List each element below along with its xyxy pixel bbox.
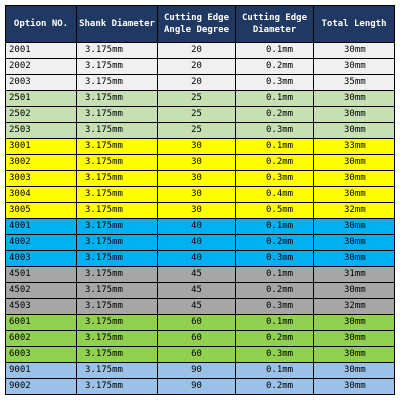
shank-diameter-cell: 3.175mm [77,59,158,75]
table-row [6,219,395,235]
option-no-cell: 4001 [6,219,77,235]
shank-diameter-cell: 3.175mm [77,363,158,379]
total-length-cell: 30mm [314,331,395,347]
table-row [6,155,395,171]
cutting-edge-angle-cell: 40 [158,251,236,267]
cutting-edge-angle-cell: 30 [158,139,236,155]
total-length-cell: 30mm [314,283,395,299]
table-row [6,91,395,107]
option-no-cell: 2002 [6,59,77,75]
total-length-cell: 30mm [314,315,395,331]
total-length-cell: 30mm [314,219,395,235]
shank-diameter-cell: 3.175mm [77,91,158,107]
header-option-no: Option NO. [6,6,77,43]
cutting-edge-angle-cell: 90 [158,363,236,379]
cutting-edge-angle-cell: 45 [158,267,236,283]
total-length-cell: 30mm [314,187,395,203]
shank-diameter-cell: 3.175mm [77,251,158,267]
total-length-cell: 30mm [314,91,395,107]
option-no-cell: 2003 [6,75,77,91]
header-cutting-edge-diameter: Cutting Edge Diameter [236,6,314,43]
option-no-cell: 3003 [6,171,77,187]
shank-diameter-cell: 3.175mm [77,315,158,331]
cutting-edge-diameter-cell: 0.1mm [236,267,314,283]
shank-diameter-cell: 3.175mm [77,203,158,219]
shank-diameter-cell: 3.175mm [77,187,158,203]
header-shank-diameter: Shank Diameter [77,6,158,43]
table-row [6,235,395,251]
table-row [6,299,395,315]
shank-diameter-cell: 3.175mm [77,283,158,299]
table-row [6,331,395,347]
cutting-edge-diameter-cell: 0.2mm [236,107,314,123]
cutting-edge-angle-cell: 60 [158,331,236,347]
option-no-cell: 3005 [6,203,77,219]
option-no-cell: 4003 [6,251,77,267]
option-no-cell: 2502 [6,107,77,123]
total-length-cell: 30mm [314,251,395,267]
total-length-cell: 30mm [314,155,395,171]
cutting-edge-diameter-cell: 0.3mm [236,123,314,139]
option-no-cell: 2501 [6,91,77,107]
cutting-edge-angle-cell: 45 [158,299,236,315]
cutting-edge-diameter-cell: 0.3mm [236,299,314,315]
cutting-edge-diameter-cell: 0.1mm [236,315,314,331]
option-no-cell: 6001 [6,315,77,331]
cutting-edge-angle-cell: 25 [158,91,236,107]
cutting-edge-angle-cell: 30 [158,155,236,171]
shank-diameter-cell: 3.175mm [77,331,158,347]
option-no-cell: 3004 [6,187,77,203]
option-no-cell: 6002 [6,331,77,347]
total-length-cell: 30mm [314,235,395,251]
shank-diameter-cell: 3.175mm [77,123,158,139]
option-no-cell: 3001 [6,139,77,155]
table-row [6,139,395,155]
cutting-edge-diameter-cell: 0.5mm [236,203,314,219]
shank-diameter-cell: 3.175mm [77,171,158,187]
total-length-cell: 30mm [314,379,395,395]
cutting-edge-diameter-cell: 0.1mm [236,139,314,155]
table-row [6,123,395,139]
table-row [6,251,395,267]
shank-diameter-cell: 3.175mm [77,219,158,235]
cutting-edge-angle-cell: 60 [158,347,236,363]
shank-diameter-cell: 3.175mm [77,379,158,395]
header-cutting-edge-angle: Cutting Edge Angle Degree [158,6,236,43]
total-length-cell: 30mm [314,107,395,123]
cutting-edge-diameter-cell: 0.1mm [236,43,314,59]
option-no-cell: 6003 [6,347,77,363]
cutting-edge-diameter-cell: 0.1mm [236,219,314,235]
cutting-edge-angle-cell: 30 [158,171,236,187]
table-row [6,107,395,123]
cutting-edge-angle-cell: 40 [158,235,236,251]
cutting-edge-angle-cell: 30 [158,187,236,203]
table-row [6,43,395,59]
table-row [6,283,395,299]
shank-diameter-cell: 3.175mm [77,43,158,59]
total-length-cell: 32mm [314,203,395,219]
cutting-edge-angle-cell: 90 [158,379,236,395]
header-total-length: Total Length [314,6,395,43]
table-row [6,267,395,283]
table-row [6,171,395,187]
header-row [6,6,395,43]
total-length-cell: 30mm [314,59,395,75]
cutting-edge-angle-cell: 20 [158,43,236,59]
total-length-cell: 30mm [314,363,395,379]
total-length-cell: 30mm [314,171,395,187]
option-no-cell: 4502 [6,283,77,299]
shank-diameter-cell: 3.175mm [77,155,158,171]
total-length-cell: 30mm [314,123,395,139]
option-no-cell: 3002 [6,155,77,171]
table-header [6,6,395,43]
table-row [6,203,395,219]
cutting-edge-diameter-cell: 0.2mm [236,235,314,251]
option-no-cell: 9001 [6,363,77,379]
table-row [6,347,395,363]
table-row [6,59,395,75]
option-no-cell: 4002 [6,235,77,251]
cutting-edge-diameter-cell: 0.3mm [236,75,314,91]
table-row [6,75,395,91]
table-body [6,43,395,395]
total-length-cell: 32mm [314,299,395,315]
shank-diameter-cell: 3.175mm [77,267,158,283]
cutting-edge-diameter-cell: 0.2mm [236,379,314,395]
cutting-edge-diameter-cell: 0.2mm [236,155,314,171]
cutting-edge-diameter-cell: 0.3mm [236,347,314,363]
shank-diameter-cell: 3.175mm [77,235,158,251]
cutting-edge-angle-cell: 45 [158,283,236,299]
cutting-edge-diameter-cell: 0.4mm [236,187,314,203]
cutting-edge-angle-cell: 40 [158,219,236,235]
table-row [6,187,395,203]
cutting-edge-diameter-cell: 0.2mm [236,59,314,75]
cutting-edge-angle-cell: 60 [158,315,236,331]
cutting-edge-diameter-cell: 0.3mm [236,251,314,267]
option-no-cell: 2503 [6,123,77,139]
cutting-edge-diameter-cell: 0.1mm [236,363,314,379]
table-row [6,363,395,379]
shank-diameter-cell: 3.175mm [77,139,158,155]
cutting-edge-diameter-cell: 0.2mm [236,331,314,347]
shank-diameter-cell: 3.175mm [77,107,158,123]
option-no-cell: 9002 [6,379,77,395]
option-no-cell: 2001 [6,43,77,59]
total-length-cell: 35mm [314,75,395,91]
total-length-cell: 30mm [314,347,395,363]
cutting-edge-angle-cell: 20 [158,59,236,75]
shank-diameter-cell: 3.175mm [77,299,158,315]
table-row [6,315,395,331]
shank-diameter-cell: 3.175mm [77,347,158,363]
cutting-edge-angle-cell: 25 [158,107,236,123]
option-no-cell: 4501 [6,267,77,283]
cutting-edge-angle-cell: 25 [158,123,236,139]
cutting-edge-diameter-cell: 0.3mm [236,171,314,187]
total-length-cell: 33mm [314,139,395,155]
cutting-edge-diameter-cell: 0.2mm [236,283,314,299]
table-row [6,379,395,395]
cutting-edge-diameter-cell: 0.1mm [236,91,314,107]
option-no-cell: 4503 [6,299,77,315]
cutting-edge-angle-cell: 20 [158,75,236,91]
shank-diameter-cell: 3.175mm [77,75,158,91]
cutting-edge-angle-cell: 30 [158,203,236,219]
total-length-cell: 30mm [314,43,395,59]
total-length-cell: 31mm [314,267,395,283]
spec-table [5,5,395,395]
